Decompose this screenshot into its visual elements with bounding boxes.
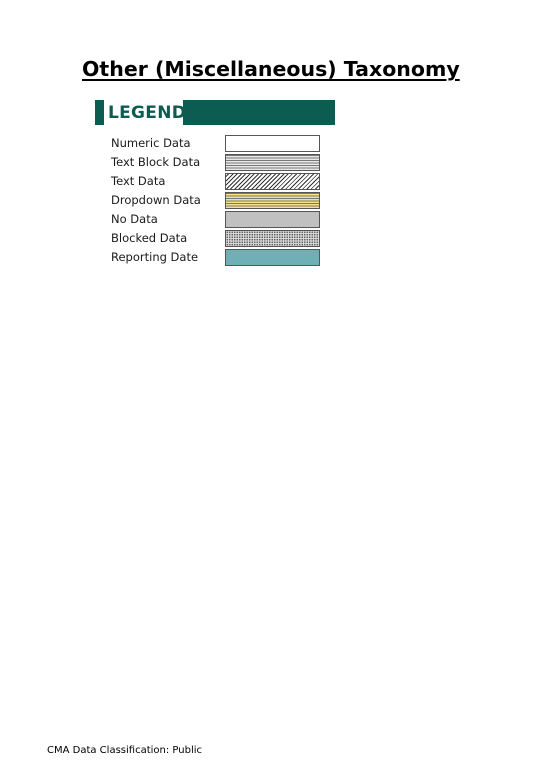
footer-classification: CMA Data Classification: Public <box>47 745 202 756</box>
legend-item-reporting-date <box>111 249 321 268</box>
legend-header <box>95 100 335 125</box>
legend-item-text-data <box>111 173 321 192</box>
legend-item-numeric-data <box>111 135 321 154</box>
legend-item-text-block-data <box>111 154 321 173</box>
legend-item-label: Blocked Data <box>111 231 188 245</box>
page-title: Other (Miscellaneous) Taxonomy <box>82 57 460 81</box>
legend <box>95 100 335 264</box>
legend-item-label: Numeric Data <box>111 136 191 150</box>
dropdown-data-swatch <box>225 192 320 209</box>
reporting-date-swatch <box>225 249 320 266</box>
text-data-swatch <box>225 173 320 190</box>
legend-item-label: Dropdown Data <box>111 193 201 207</box>
legend-item-blocked-data <box>111 230 321 249</box>
no-data-swatch <box>225 211 320 228</box>
legend-item-label: No Data <box>111 212 158 226</box>
legend-item-dropdown-data <box>111 192 321 211</box>
text-block-data-swatch <box>225 154 320 171</box>
page-title-container <box>82 55 460 85</box>
blocked-data-swatch <box>225 230 320 247</box>
legend-item-no-data <box>111 211 321 230</box>
legend-item-label: Text Data <box>111 174 166 188</box>
numeric-data-swatch <box>225 135 320 152</box>
legend-title: LEGEND <box>108 103 187 123</box>
legend-item-label: Reporting Date <box>111 250 199 264</box>
legend-item-label: Text Block Data <box>111 155 201 169</box>
legend-rows <box>111 135 321 268</box>
